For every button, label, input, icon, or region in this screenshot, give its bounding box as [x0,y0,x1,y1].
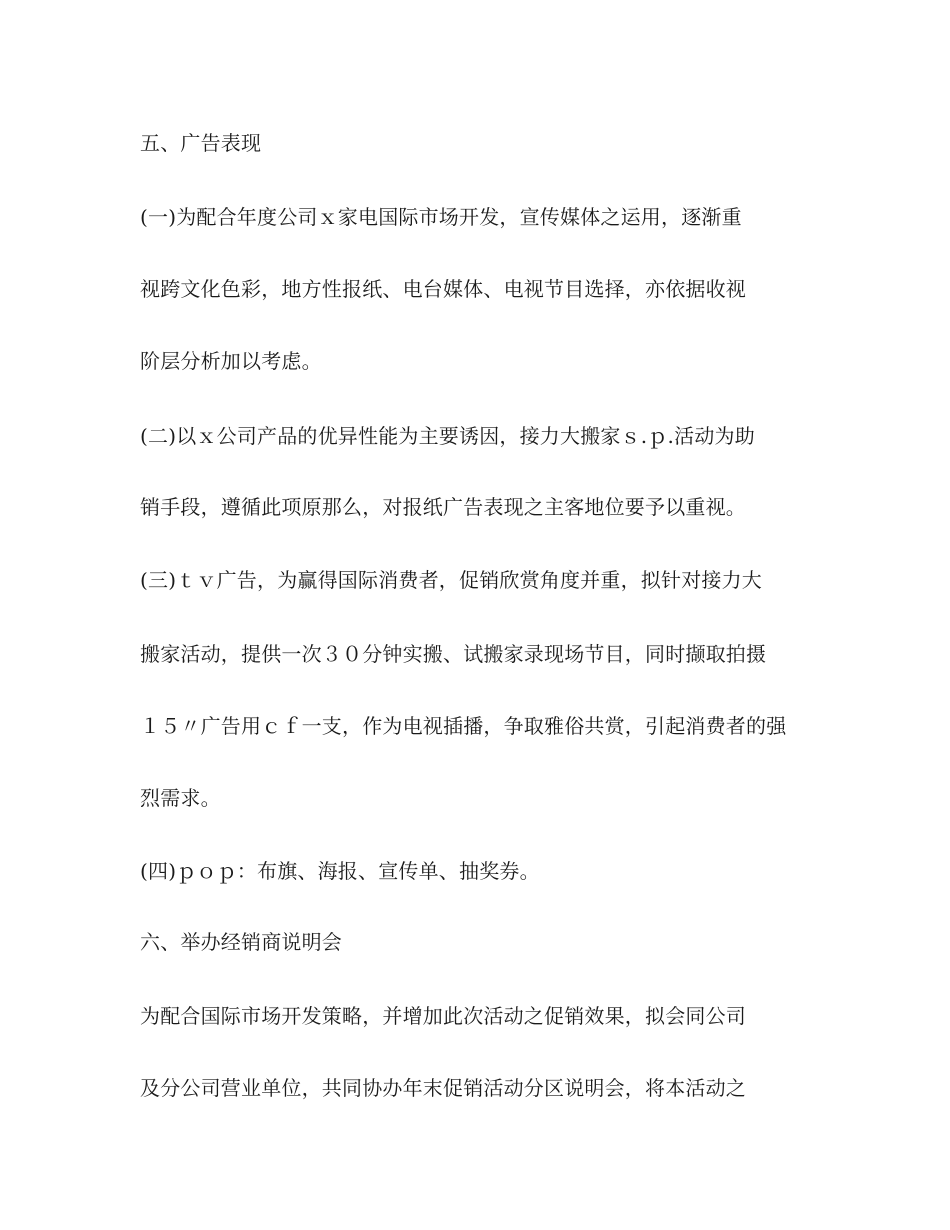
paragraph-line: (二)以ｘ公司产品的优异性能为主要诱因，接力大搬家ｓ.ｐ.活动为助 [140,424,755,448]
paragraph-line: 烈需求。 [140,786,221,810]
paragraph-line: 搬家活动，提供一次３０分钟实搬、试搬家录现场节目，同时撷取拍摄 [140,642,767,666]
paragraph-line: (四)ｐｏｐ：布旗、海报、宣传单、抽奖券。 [140,859,540,883]
paragraph-line: 为配合国际市场开发策略，并增加此次活动之促销效果，拟会同公司 [140,1004,746,1028]
paragraph-line: 销手段，遵循此项原那么，对报纸广告表现之主客地位要予以重视。 [140,495,746,519]
paragraph-line: (三)ｔｖ广告，为赢得国际消费者，促销欣赏角度并重，拟针对接力大 [140,568,763,592]
paragraph-line: (一)为配合年度公司ｘ家电国际市场开发，宣传媒体之运用，逐渐重 [140,205,742,229]
paragraph-line: 视跨文化色彩，地方性报纸、电台媒体、电视节目选择，亦依据收视 [140,277,746,301]
paragraph-line: １５〃广告用ｃｆ一支，作为电视插播，争取雅俗共赏，引起消费者的强 [140,714,787,738]
section-heading-6: 六、举办经销商说明会 [140,930,342,954]
paragraph-line: 阶层分析加以考虑。 [140,349,322,373]
paragraph-line: 及分公司营业单位，共同协办年末促销活动分区说明会，将本活动之 [140,1076,746,1100]
section-heading-5: 五、广告表现 [140,131,262,155]
